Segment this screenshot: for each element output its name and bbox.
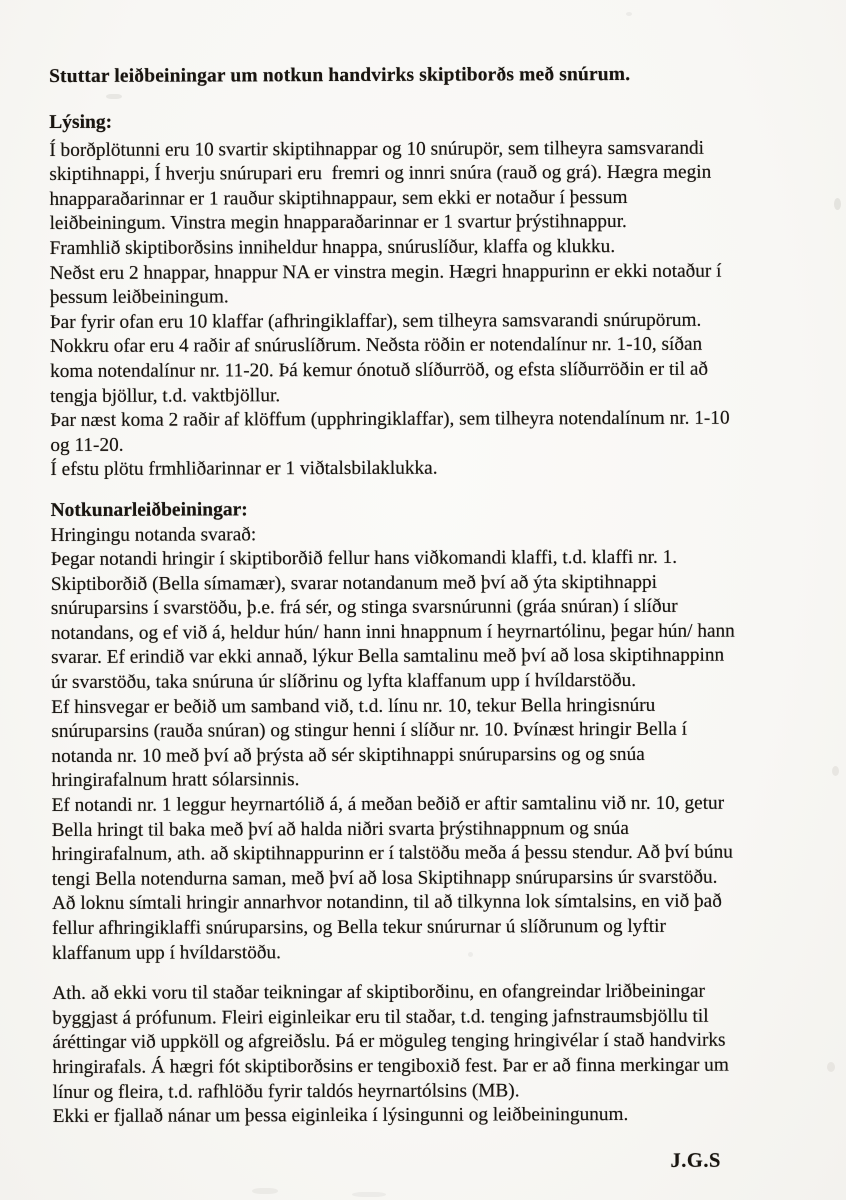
paragraph-notkun xyxy=(51,545,816,966)
text-line: hringirafalnum hratt sólarsinnis. xyxy=(51,769,300,792)
scan-speckle xyxy=(832,766,839,776)
text-line: þessum leiðbeiningum. xyxy=(49,286,229,309)
text-line: Bella hringt til baka með því að halda niðri svarta þrýstihnappnum og snúa xyxy=(51,817,629,841)
text-line: hnapparaðarinnar er 1 rauður skiptihnappaur, sem ekki er notaður í þessum xyxy=(49,186,628,210)
text-line: Þar næst koma 2 raðir af klöffum (upphringiklaffar), sem tilheyra notendalínum nr. 1-10 xyxy=(50,407,730,432)
text-line: Ef notandi nr. 1 leggur heyrnartólið á, á meðan beðið er aftir samtalinu við nr. 10, getur xyxy=(51,792,725,817)
scan-speckle xyxy=(834,198,841,210)
text-line: hringirafalnum, ath. að skiptihnappurinn er í talstöðu meða á þessu stendur. Að því búnu xyxy=(51,841,733,866)
text-line: hringirafals. Á hægri fót skiptiborðsins er tengiboxið fest. Þar er að finna merkingar um xyxy=(52,1054,729,1078)
text-line: Ath. að ekki voru til staðar teikningar af skiptiborðinu, en ofangreindar lriðbeiningar xyxy=(52,980,705,1005)
text-line: byggjast á prófunum. Fleiri eiginleikar eru til staðar, t.d. tenging jafnstraumsbjöllu til xyxy=(52,1005,709,1029)
text-line: tengi Bella notendurna saman, með því að losa Skiptihnapp snúruparsins úr svarstöðu. xyxy=(51,866,718,890)
text-line: úr svarstöðu, taka snúruna úr slíðrinu og lyfta klaffanum upp í hvíldarstöðu. xyxy=(51,670,637,694)
section-subheading-notkun: Hringingu notanda svarað: xyxy=(50,523,257,546)
section-heading-notkun: Notkunarleiðbeiningar: xyxy=(50,499,248,521)
text-line: svarar. Ef erindið var ekki annað, lýkur Bella samtalinu með því að losa skiptihnappinn xyxy=(51,645,725,669)
text-line: Skiptiborðið (Bella símamær), svarar notandanum með því að ýta skiptihnappi xyxy=(50,571,658,595)
text-line: línur og fleira, t.d. rafhlöðu fyrir taldós heyrnartólsins (MB). xyxy=(52,1079,520,1103)
text-line: Að loknu símtali hringir annarhvor notandinn, til að tilkynna lok símtalsins, en við það xyxy=(51,891,722,915)
text-line: Nokkru ofar eru 4 raðir af snúruslíðrum. Neðsta röðin er notendalínur nr. 1-10, síðan xyxy=(49,334,703,358)
text-line: koma notendalínur nr. 11-20. Þá kemur ónotuð slíðurröð, og efsta slíðurröðin er til að xyxy=(50,358,709,382)
scan-speckle xyxy=(252,1188,278,1194)
text-line: Þegar notandi hringir í skiptiborðið fellur hans viðkomandi klaffi, t.d. klaffi nr. 1. xyxy=(50,546,678,571)
text-line: Þar fyrir ofan eru 10 klaffar (afhringiklaffar), sem tilheyra samsvarandi snúrupörum. xyxy=(49,309,702,333)
scan-speckle xyxy=(352,1192,386,1197)
text-line: tengja bjöllur, t.d. vaktbjöllur. xyxy=(50,384,281,407)
signature-initials: J.G.S xyxy=(670,1149,721,1172)
text-line: og 11-20. xyxy=(50,434,124,456)
text-line: Neðst eru 2 hnappar, hnappur NA er vinstra megin. Hægri hnappurinn er ekki notaður í xyxy=(49,260,722,284)
text-line: skiptihnappi, Í hverju snúrupari eru fremri og innri snúra (rauð og grá). Hægra megin xyxy=(49,161,712,186)
paragraph-athugasemd xyxy=(52,980,817,1130)
paragraph-lysing xyxy=(49,136,814,483)
text-line: notanda nr. 10 með því að þrýsta að sér skiptihnappi snúruparsins og og snúa xyxy=(51,743,645,767)
text-line: notandans, og ef við á, heldur hún/ hann inni hnappnum í heyrnartólinu, þegar hún/ hann xyxy=(50,620,735,644)
text-line: snúruparsins (rauða snúran) og stingur henni í slíður nr. 10. Þvínæst hringir Bella í xyxy=(51,719,688,743)
section-heading-lysing: Lýsing: xyxy=(49,111,113,133)
text-line: fellur afhringiklaffi snúruparsins, og Bella tekur snúrurnar ú slíðrunum og lyftir xyxy=(51,915,666,939)
text-line: Í borðplötunni eru 10 svartir skiptihnappar og 10 snúrupör, sem tilheyra samsvarandi xyxy=(49,137,705,161)
scan-speckle xyxy=(827,1062,835,1072)
document-title: Stuttar leiðbeiningar um notkun handvirks skiptiborðs með snúrum. xyxy=(49,63,631,87)
text-line: Framhlið skiptiborðsins inniheldur hnappa, snúruslíður, klaffa og klukku. xyxy=(49,235,616,259)
text-line: Ef hinsvegar er beðið um samband við, t.d. línu nr. 10, tekur Bella hringisnúru xyxy=(51,694,656,718)
scan-speckle xyxy=(626,12,632,16)
text-line: Ekki er fjallað nánar um þessa eiginleika í lýsingunni og leiðbeiningunum. xyxy=(52,1104,629,1128)
text-line: leiðbeiningum. Vinstra megin hnapparaðarinnar er 1 svartur þrýstihnappur. xyxy=(49,211,627,235)
text-line: Í efstu plötu frmhliðarinnar er 1 viðtalsbilaklukka. xyxy=(50,457,438,481)
text-line: klaffanum upp í hvíldarstöðu. xyxy=(52,941,281,964)
text-line: snúruparsins í svarstöðu, þ.e. frá sér, og stinga svarsnúrunni (gráa snúran) í slíður xyxy=(50,596,678,620)
text-line: áréttingar við uppköll og afgreiðslu. Þá er möguleg tenging hringivélar í stað handvirks xyxy=(52,1030,726,1054)
document-body xyxy=(49,61,817,1174)
